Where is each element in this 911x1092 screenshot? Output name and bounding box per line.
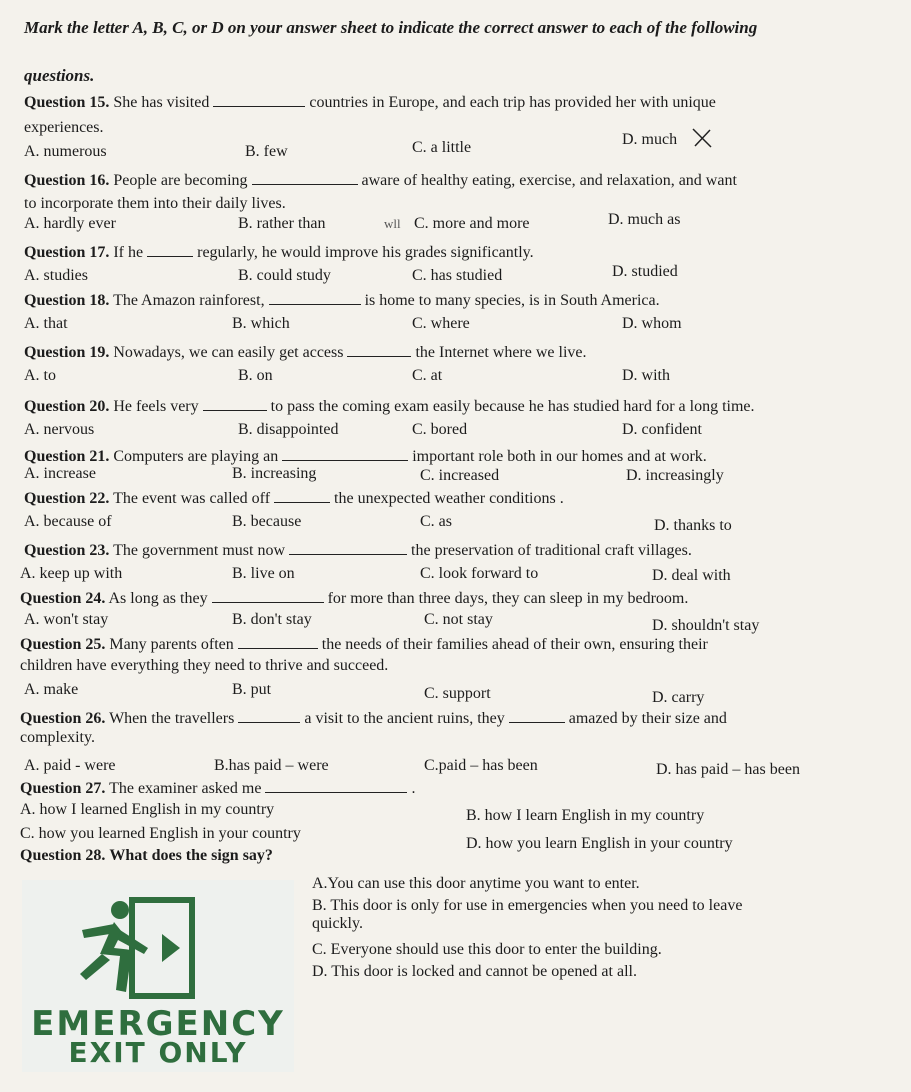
question-text: The government must now bbox=[113, 542, 286, 559]
option: D. increasingly bbox=[626, 467, 724, 484]
instruction-line-2: questions. bbox=[24, 66, 95, 85]
question-text: The event was called off bbox=[113, 490, 271, 507]
question-label: Question 27. bbox=[20, 780, 106, 797]
question-text: Many parents often bbox=[109, 636, 234, 653]
question-22 bbox=[24, 488, 564, 509]
option: C. where bbox=[412, 315, 470, 332]
question-text: The Amazon rainforest, bbox=[113, 292, 265, 309]
question-text: the Internet where we live. bbox=[415, 344, 587, 361]
question-label: Question 23. bbox=[24, 542, 110, 559]
option: B. few bbox=[245, 143, 288, 160]
question-text: He feels very bbox=[113, 398, 199, 415]
option: D. studied bbox=[612, 263, 678, 280]
question-15 bbox=[24, 92, 716, 113]
option: C. increased bbox=[420, 467, 500, 484]
answer-blank bbox=[252, 170, 358, 185]
option: B.has paid – were bbox=[214, 757, 329, 774]
option: D. shouldn't stay bbox=[652, 617, 760, 634]
answer-blank bbox=[238, 708, 300, 723]
option: D. how you learn English in your country bbox=[466, 835, 733, 852]
question-text: the needs of their families ahead of their own, ensuring their bbox=[321, 636, 708, 653]
question-26 bbox=[20, 708, 727, 729]
question-16 bbox=[24, 170, 737, 191]
question-label: Question 24. bbox=[20, 590, 106, 607]
question-text: is home to many species, is in South America. bbox=[364, 292, 660, 309]
option: A.You can use this door anytime you want to enter. bbox=[312, 875, 640, 892]
question-label: Question 26. bbox=[20, 710, 106, 727]
question-label: Question 25. bbox=[20, 636, 106, 653]
option: B. rather than bbox=[238, 215, 326, 232]
option: D. has paid – has been bbox=[656, 761, 800, 778]
answer-blank bbox=[238, 634, 318, 649]
running-man-exit-icon bbox=[62, 894, 212, 1004]
question-25 bbox=[20, 634, 708, 655]
answer-blank bbox=[269, 290, 361, 305]
option: A. studies bbox=[24, 267, 88, 284]
answer-blank bbox=[147, 242, 193, 257]
instruction-line-1: Mark the letter A, B, C, or D on your answer sheet to indicate the correct answer to each of the following bbox=[24, 18, 758, 37]
question-label: Question 22. bbox=[24, 490, 110, 507]
question-text: . bbox=[411, 780, 416, 797]
question-25-cont: children have everything they need to thrive and succeed. bbox=[20, 657, 389, 674]
option: A. because of bbox=[24, 513, 112, 530]
question-23 bbox=[24, 540, 692, 561]
option: B. on bbox=[238, 367, 273, 384]
option: A. paid - were bbox=[24, 757, 116, 774]
margin-note: wll bbox=[384, 216, 401, 231]
question-text: to pass the coming exam easily because he has studied hard for a long time. bbox=[270, 398, 755, 415]
option: A. increase bbox=[24, 465, 96, 482]
question-17 bbox=[24, 242, 534, 263]
option: C. has studied bbox=[412, 267, 503, 284]
question-text: Computers are playing an bbox=[113, 448, 279, 465]
answer-blank bbox=[282, 446, 408, 461]
option: B. because bbox=[232, 513, 302, 530]
option: D. whom bbox=[622, 315, 682, 332]
question-text: a visit to the ancient ruins, they bbox=[304, 710, 505, 727]
question-label: Question 21. bbox=[24, 448, 110, 465]
option: A. nervous bbox=[24, 421, 95, 438]
question-label: Question 28. bbox=[20, 847, 106, 864]
option: C. how you learned English in your country bbox=[20, 825, 301, 842]
question-text: the unexpected weather conditions . bbox=[334, 490, 564, 507]
question-label: Question 15. bbox=[24, 94, 110, 111]
question-text: amazed by their size and bbox=[568, 710, 727, 727]
question-text: aware of healthy eating, exercise, and relaxation, and want bbox=[361, 172, 737, 189]
answer-blank bbox=[347, 342, 411, 357]
option: A. numerous bbox=[24, 143, 107, 160]
sign-line-2: EXIT ONLY bbox=[68, 1036, 248, 1069]
answer-blank bbox=[274, 488, 330, 503]
answer-blank bbox=[212, 588, 324, 603]
option: A. keep up with bbox=[20, 565, 123, 582]
question-text: People are becoming bbox=[113, 172, 248, 189]
option: B. live on bbox=[232, 565, 295, 582]
option: A. won't stay bbox=[24, 611, 109, 628]
option: D. much bbox=[622, 131, 678, 148]
option: D. thanks to bbox=[654, 517, 732, 534]
option: C.paid – has been bbox=[424, 757, 538, 774]
option: B. disappointed bbox=[238, 421, 339, 438]
question-label: Question 17. bbox=[24, 244, 110, 261]
option: B. This door is only for use in emergencies when you need to leave bbox=[312, 897, 743, 914]
emergency-exit-sign bbox=[22, 880, 294, 1072]
option: C. look forward to bbox=[420, 565, 539, 582]
question-text: countries in Europe, and each trip has provided her with unique bbox=[309, 94, 716, 111]
option: D. This door is locked and cannot be opened at all. bbox=[312, 963, 637, 980]
question-label: Question 16. bbox=[24, 172, 110, 189]
option: A. that bbox=[24, 315, 68, 332]
answer-blank bbox=[203, 396, 267, 411]
option: B. put bbox=[232, 681, 272, 698]
question-15-cont: experiences. bbox=[24, 119, 104, 136]
option: D. carry bbox=[652, 689, 705, 706]
option: B. how I learn English in my country bbox=[466, 807, 705, 824]
option: B. which bbox=[232, 315, 290, 332]
option: A. hardly ever bbox=[24, 215, 116, 232]
answer-blank bbox=[509, 708, 565, 723]
question-text: She has visited bbox=[113, 94, 210, 111]
question-16-cont: to incorporate them into their daily lives. bbox=[24, 195, 286, 212]
question-text: When the travellers bbox=[109, 710, 235, 727]
option: C. bored bbox=[412, 421, 468, 438]
option: C. support bbox=[424, 685, 491, 702]
answer-blank bbox=[213, 92, 305, 107]
cross-mark-icon bbox=[690, 126, 714, 150]
answer-blank bbox=[289, 540, 407, 555]
sign-line-1: EMERGENCY bbox=[31, 1004, 285, 1044]
option: D. much as bbox=[608, 211, 681, 228]
question-26-cont: complexity. bbox=[20, 729, 95, 746]
question-text: important role both in our homes and at work. bbox=[412, 448, 707, 465]
question-24 bbox=[20, 588, 688, 609]
option-cont: quickly. bbox=[312, 915, 363, 932]
question-label: Question 18. bbox=[24, 292, 110, 309]
option: D. confident bbox=[622, 421, 702, 438]
question-27 bbox=[20, 778, 415, 799]
option: C. a little bbox=[412, 139, 472, 156]
option: C. as bbox=[420, 513, 452, 530]
option: A. make bbox=[24, 681, 79, 698]
question-text: If he bbox=[113, 244, 144, 261]
question-19 bbox=[24, 342, 587, 363]
option: C. Everyone should use this door to enter the building. bbox=[312, 941, 662, 958]
option: B. increasing bbox=[232, 465, 317, 482]
question-text: Nowadays, we can easily get access bbox=[113, 344, 344, 361]
question-text: What does the sign say? bbox=[109, 847, 273, 864]
question-text: for more than three days, they can sleep in my bedroom. bbox=[327, 590, 689, 607]
answer-blank bbox=[265, 778, 407, 793]
option: A. to bbox=[24, 367, 56, 384]
question-text: The examiner asked me bbox=[109, 780, 262, 797]
question-label: Question 20. bbox=[24, 398, 110, 415]
question-20 bbox=[24, 396, 755, 417]
option: A. how I learned English in my country bbox=[20, 801, 275, 818]
option: D. with bbox=[622, 367, 670, 384]
option: B. could study bbox=[238, 267, 331, 284]
option: C. more and more bbox=[414, 215, 530, 232]
question-label: Question 19. bbox=[24, 344, 110, 361]
question-text: regularly, he would improve his grades significantly. bbox=[197, 244, 534, 261]
option: C. at bbox=[412, 367, 443, 384]
question-text: the preservation of traditional craft villages. bbox=[411, 542, 692, 559]
option: D. deal with bbox=[652, 567, 731, 584]
option: C. not stay bbox=[424, 611, 493, 628]
option: B. don't stay bbox=[232, 611, 312, 628]
question-28 bbox=[20, 846, 273, 866]
question-18 bbox=[24, 290, 660, 311]
question-text: As long as they bbox=[108, 590, 208, 607]
question-21 bbox=[24, 446, 707, 467]
